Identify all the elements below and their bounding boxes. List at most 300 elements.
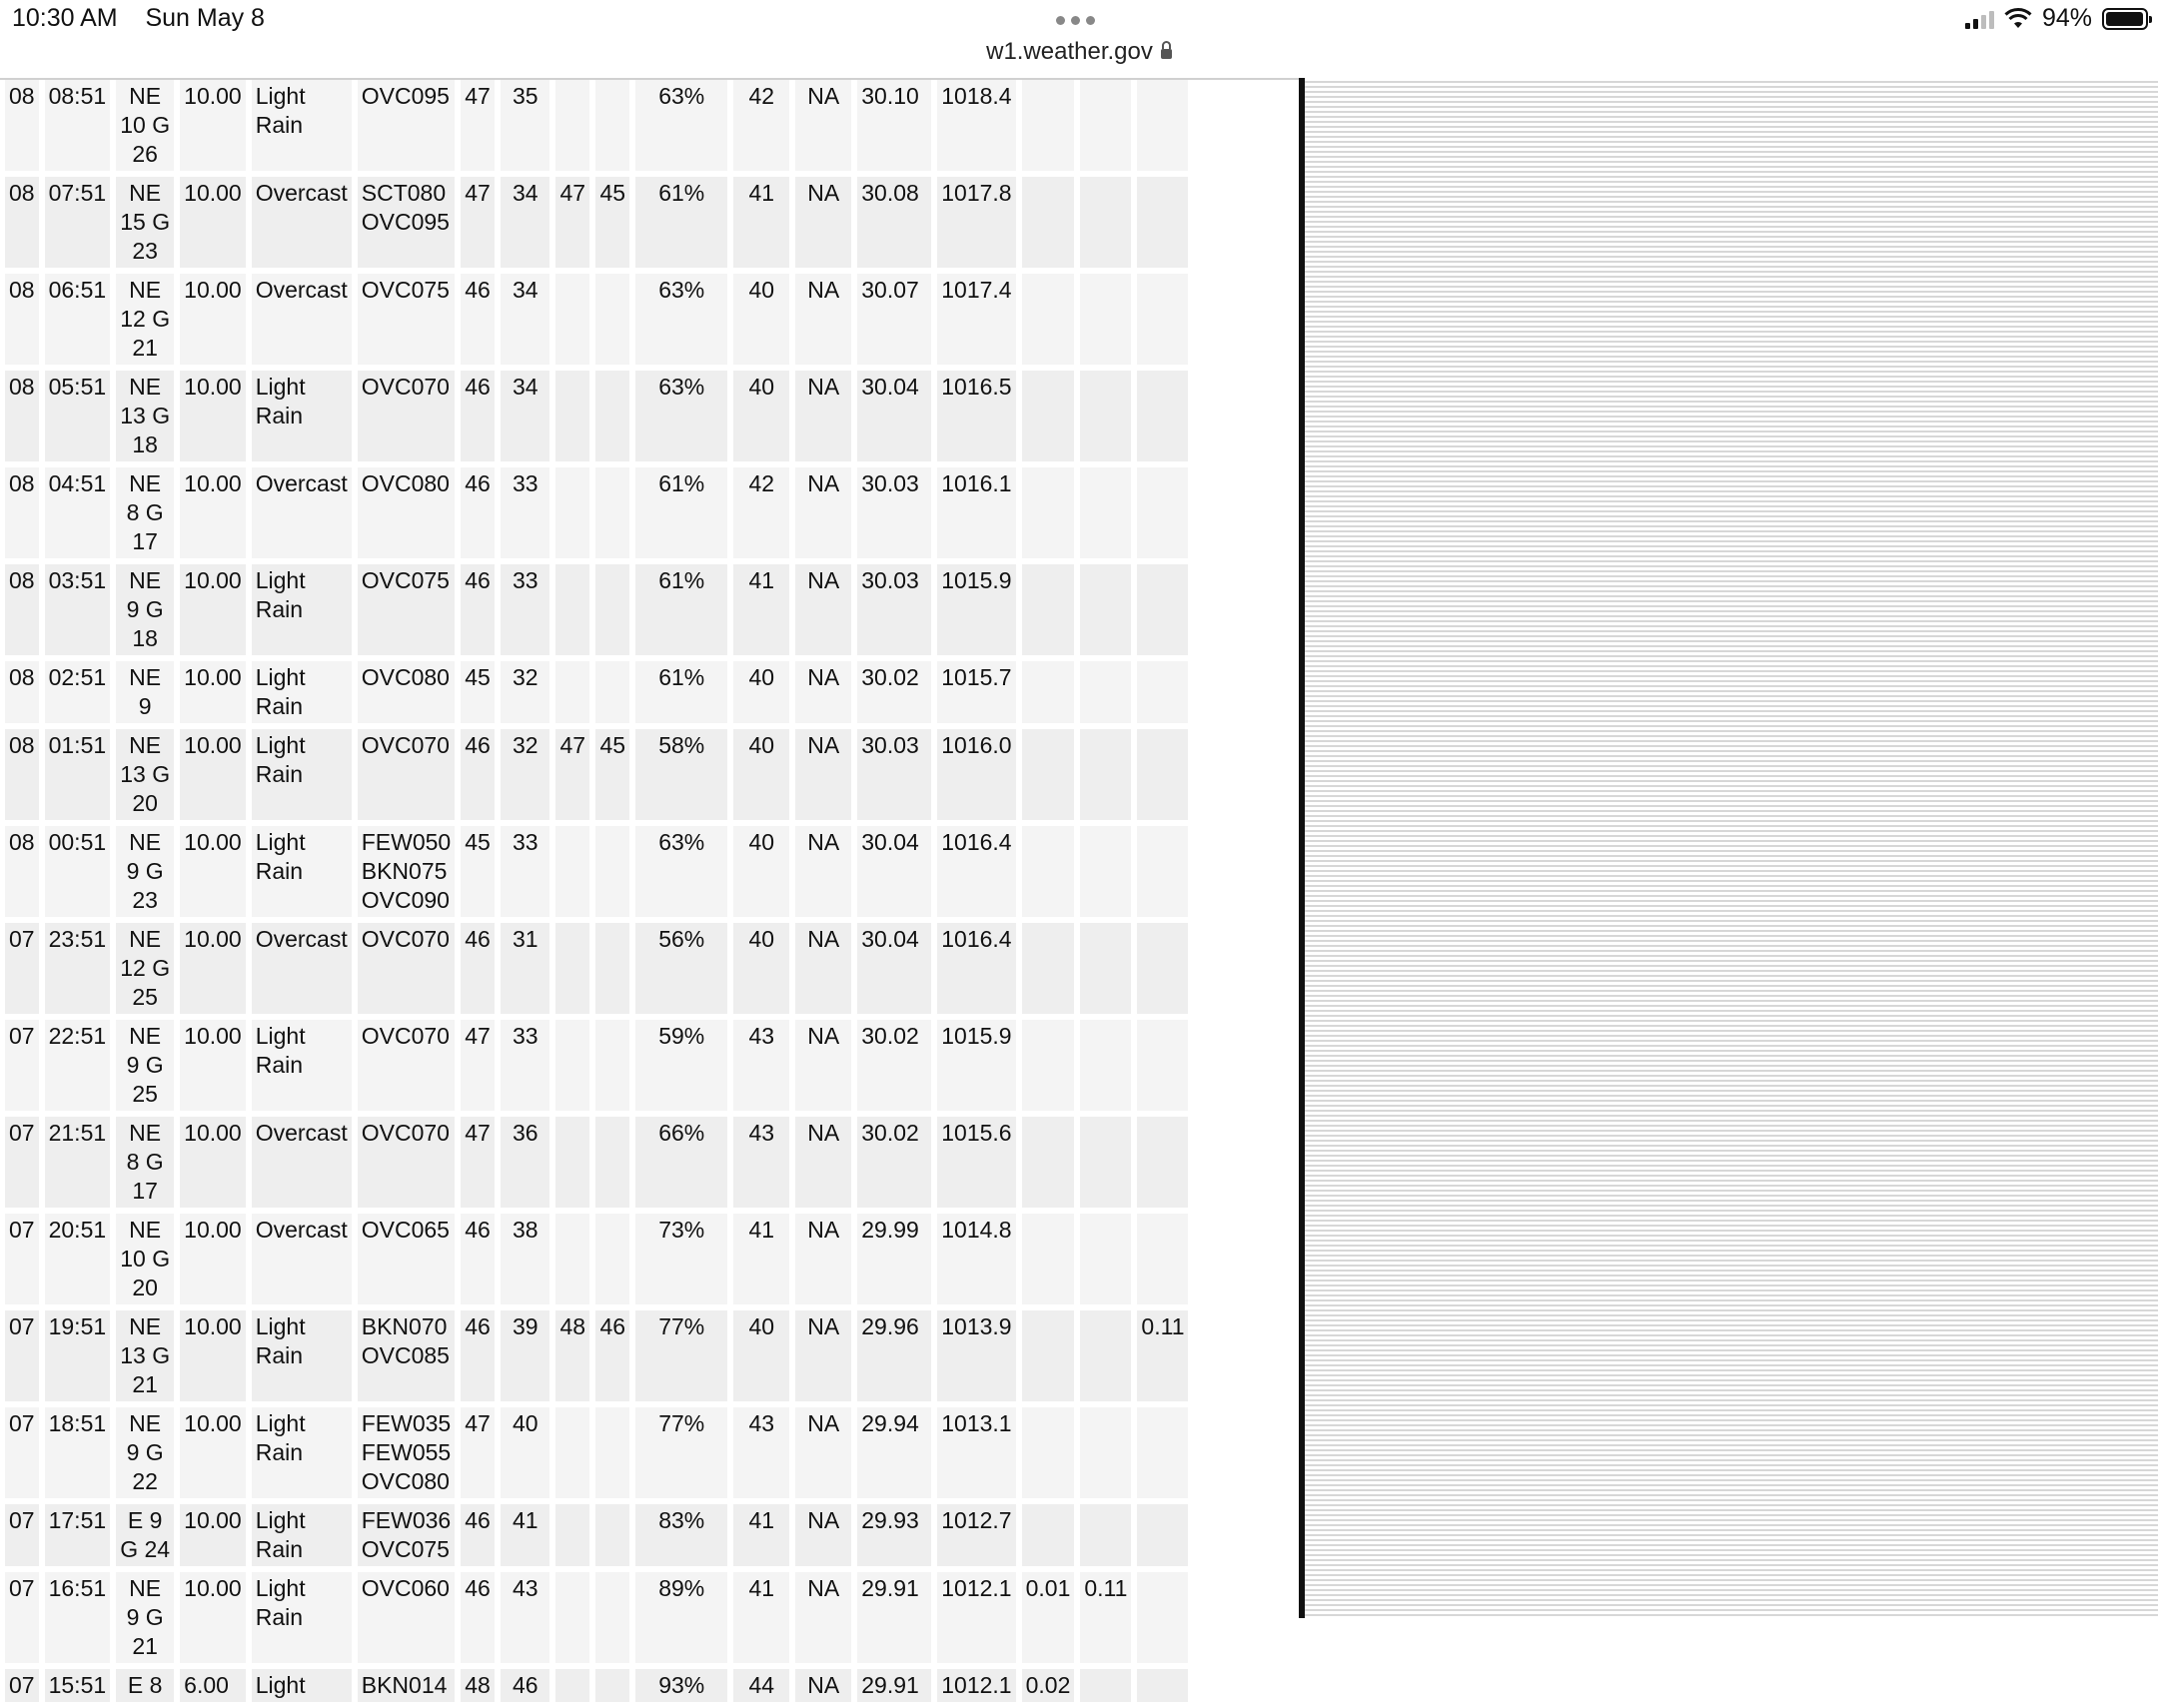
table-cell: 1015.9 xyxy=(937,564,1015,655)
table-cell xyxy=(1022,1020,1075,1111)
table-cell: Light Rain xyxy=(252,371,352,461)
table-cell xyxy=(1080,1669,1131,1702)
table-cell: 10.00 xyxy=(180,1117,246,1208)
table-cell xyxy=(555,80,589,171)
table-cell: NE 8 G 17 xyxy=(116,467,174,558)
table-cell: 20:51 xyxy=(45,1214,111,1304)
table-cell: 63% xyxy=(635,826,727,917)
lock-icon xyxy=(1161,49,1172,59)
table-cell: 17:51 xyxy=(45,1504,111,1566)
table-cell: 08 xyxy=(5,826,39,917)
table-cell: 1016.4 xyxy=(937,826,1015,917)
table-cell: 1018.4 xyxy=(937,80,1015,171)
url-text[interactable]: w1.weather.gov xyxy=(986,38,1153,65)
table-cell: 40 xyxy=(733,1310,789,1401)
table-cell: 1012.1 xyxy=(937,1669,1015,1702)
cellular-signal-icon xyxy=(1965,9,1994,29)
table-row xyxy=(5,1504,1188,1566)
table-row xyxy=(5,729,1188,820)
table-cell: 61% xyxy=(635,661,727,723)
table-cell: FEW035 FEW055 OVC080 xyxy=(358,1407,455,1498)
table-cell: 29.96 xyxy=(857,1310,931,1401)
table-cell xyxy=(1137,371,1188,461)
table-cell xyxy=(1137,1504,1188,1566)
table-cell: 66% xyxy=(635,1117,727,1208)
table-cell: 1016.4 xyxy=(937,923,1015,1014)
table-cell: Light Rain xyxy=(252,1407,352,1498)
table-cell xyxy=(595,1669,629,1702)
table-cell: 02:51 xyxy=(45,661,111,723)
table-cell: FEW050 BKN075 OVC090 xyxy=(358,826,455,917)
table-row xyxy=(5,177,1188,268)
table-cell: 73% xyxy=(635,1214,727,1304)
table-cell: 47 xyxy=(461,80,495,171)
table-cell: 30.02 xyxy=(857,661,931,723)
table-cell: Overcast xyxy=(252,467,352,558)
table-cell: 41 xyxy=(733,177,789,268)
table-cell: 32 xyxy=(501,729,549,820)
table-cell: 40 xyxy=(733,371,789,461)
table-cell: NA xyxy=(795,729,851,820)
table-cell: 77% xyxy=(635,1407,727,1498)
table-cell: 40 xyxy=(501,1407,549,1498)
table-cell: 40 xyxy=(733,729,789,820)
table-row xyxy=(5,1310,1188,1401)
table-cell: 07 xyxy=(5,1214,39,1304)
table-row xyxy=(5,467,1188,558)
table-cell xyxy=(1137,1214,1188,1304)
table-cell: 41 xyxy=(733,1504,789,1566)
table-cell: 1015.9 xyxy=(937,1020,1015,1111)
table-cell: 45 xyxy=(461,826,495,917)
table-cell: 46 xyxy=(461,564,495,655)
table-cell: Light Rain xyxy=(252,1572,352,1663)
table-cell xyxy=(1022,1504,1075,1566)
table-cell: 1017.8 xyxy=(937,177,1015,268)
table-cell: 44 xyxy=(733,1669,789,1702)
table-cell xyxy=(1080,1310,1131,1401)
clock: 10:30 AM xyxy=(12,4,118,32)
table-cell: NA xyxy=(795,1214,851,1304)
table-cell: NA xyxy=(795,1407,851,1498)
table-cell: 30.10 xyxy=(857,80,931,171)
table-cell xyxy=(555,274,589,365)
table-cell: 43 xyxy=(733,1020,789,1111)
table-cell: 08 xyxy=(5,274,39,365)
table-cell: 46 xyxy=(461,1214,495,1304)
table-cell: NE 9 xyxy=(116,661,174,723)
table-cell: 1013.1 xyxy=(937,1407,1015,1498)
table-row xyxy=(5,1117,1188,1208)
table-cell xyxy=(555,826,589,917)
table-cell: 47 xyxy=(461,1407,495,1498)
table-cell: OVC070 xyxy=(358,729,455,820)
table-cell: 1012.1 xyxy=(937,1572,1015,1663)
table-cell: OVC065 xyxy=(358,1214,455,1304)
table-cell xyxy=(595,1504,629,1566)
table-cell: 31 xyxy=(501,923,549,1014)
table-cell: 30.08 xyxy=(857,177,931,268)
table-cell xyxy=(555,1669,589,1702)
table-cell: 18:51 xyxy=(45,1407,111,1498)
table-cell: 58% xyxy=(635,729,727,820)
table-cell: Light Rain xyxy=(252,826,352,917)
table-cell: Light Rain xyxy=(252,1020,352,1111)
table-cell: E 8 xyxy=(116,1669,174,1702)
table-cell: 10.00 xyxy=(180,467,246,558)
table-cell: 33 xyxy=(501,1020,549,1111)
table-cell: NA xyxy=(795,1669,851,1702)
table-cell xyxy=(1137,80,1188,171)
table-cell: 46 xyxy=(501,1669,549,1702)
table-cell: 10.00 xyxy=(180,1504,246,1566)
table-cell: NE 9 G 25 xyxy=(116,1020,174,1111)
multitasking-dots-icon[interactable] xyxy=(1056,16,1095,25)
table-cell: 43 xyxy=(733,1407,789,1498)
battery-percent: 94% xyxy=(2041,4,2092,32)
empty-pane xyxy=(1305,78,2158,1618)
table-cell: Light Rain xyxy=(252,729,352,820)
table-cell: 10.00 xyxy=(180,1310,246,1401)
table-cell xyxy=(1080,826,1131,917)
table-cell: 33 xyxy=(501,467,549,558)
table-cell xyxy=(1022,467,1075,558)
table-cell: Light Rain xyxy=(252,1504,352,1566)
table-cell: 21:51 xyxy=(45,1117,111,1208)
table-cell: NE 8 G 17 xyxy=(116,1117,174,1208)
table-cell: Overcast xyxy=(252,1214,352,1304)
table-cell: 30.07 xyxy=(857,274,931,365)
table-cell: 07 xyxy=(5,923,39,1014)
table-cell: 46 xyxy=(461,1504,495,1566)
table-cell: 38 xyxy=(501,1214,549,1304)
table-cell: 40 xyxy=(733,826,789,917)
table-cell: NA xyxy=(795,1117,851,1208)
table-cell: 56% xyxy=(635,923,727,1014)
table-cell: Overcast xyxy=(252,1117,352,1208)
observations-table xyxy=(0,74,1194,1708)
table-cell: OVC075 xyxy=(358,274,455,365)
table-cell xyxy=(1137,729,1188,820)
table-cell: 10.00 xyxy=(180,1407,246,1498)
table-cell: 1016.5 xyxy=(937,371,1015,461)
table-cell: 63% xyxy=(635,80,727,171)
table-cell: 29.93 xyxy=(857,1504,931,1566)
table-cell xyxy=(555,467,589,558)
table-cell xyxy=(1080,729,1131,820)
table-cell: 29.99 xyxy=(857,1214,931,1304)
table-cell xyxy=(595,80,629,171)
table-cell: 23:51 xyxy=(45,923,111,1014)
table-cell xyxy=(1080,274,1131,365)
table-cell: 30.02 xyxy=(857,1020,931,1111)
table-cell xyxy=(1080,564,1131,655)
table-cell: 61% xyxy=(635,564,727,655)
table-cell: 30.04 xyxy=(857,923,931,1014)
table-cell: 0.11 xyxy=(1080,1572,1131,1663)
table-cell: 07 xyxy=(5,1020,39,1111)
table-cell xyxy=(1137,177,1188,268)
table-cell: 1017.4 xyxy=(937,274,1015,365)
table-cell: 08 xyxy=(5,177,39,268)
table-cell: 07 xyxy=(5,1310,39,1401)
table-cell: 89% xyxy=(635,1572,727,1663)
table-cell xyxy=(1137,1117,1188,1208)
table-cell: 07 xyxy=(5,1117,39,1208)
table-cell xyxy=(555,1504,589,1566)
table-cell xyxy=(1022,80,1075,171)
table-cell: 46 xyxy=(461,467,495,558)
table-cell xyxy=(555,1117,589,1208)
table-cell xyxy=(1022,729,1075,820)
table-cell xyxy=(595,371,629,461)
table-cell: OVC060 xyxy=(358,1572,455,1663)
table-cell xyxy=(1080,467,1131,558)
table-cell: 30.04 xyxy=(857,371,931,461)
table-cell: 42 xyxy=(733,467,789,558)
table-cell: 10.00 xyxy=(180,923,246,1014)
table-cell: 08 xyxy=(5,371,39,461)
table-cell: Overcast xyxy=(252,274,352,365)
table-cell: NE 9 G 21 xyxy=(116,1572,174,1663)
status-bar xyxy=(0,0,2158,38)
table-row xyxy=(5,564,1188,655)
table-cell: 47 xyxy=(461,177,495,268)
table-cell: 40 xyxy=(733,274,789,365)
table-cell: OVC080 xyxy=(358,661,455,723)
page-content[interactable] xyxy=(0,80,1301,1698)
table-cell: OVC070 xyxy=(358,1117,455,1208)
table-cell xyxy=(1022,371,1075,461)
table-cell: 77% xyxy=(635,1310,727,1401)
table-cell: 10.00 xyxy=(180,177,246,268)
table-cell: NE 15 G 23 xyxy=(116,177,174,268)
table-row xyxy=(5,1407,1188,1498)
table-cell xyxy=(595,923,629,1014)
table-cell: Light Rain xyxy=(252,80,352,171)
table-row xyxy=(5,1669,1188,1702)
table-row xyxy=(5,1572,1188,1663)
table-cell xyxy=(1022,564,1075,655)
table-cell xyxy=(1080,1504,1131,1566)
table-cell: 1013.9 xyxy=(937,1310,1015,1401)
table-row xyxy=(5,80,1188,171)
table-cell: 07 xyxy=(5,1407,39,1498)
table-cell: NA xyxy=(795,1504,851,1566)
table-cell: 47 xyxy=(461,1117,495,1208)
table-cell: NE 12 G 25 xyxy=(116,923,174,1014)
table-cell xyxy=(555,371,589,461)
table-cell: NA xyxy=(795,371,851,461)
table-cell: BKN014 xyxy=(358,1669,455,1702)
table-cell: 47 xyxy=(461,1020,495,1111)
table-cell: 10.00 xyxy=(180,1572,246,1663)
table-cell: 19:51 xyxy=(45,1310,111,1401)
table-cell: NE 10 G 26 xyxy=(116,80,174,171)
table-cell: 1015.6 xyxy=(937,1117,1015,1208)
table-cell xyxy=(1022,1407,1075,1498)
table-cell: 30.03 xyxy=(857,729,931,820)
table-cell xyxy=(595,1117,629,1208)
table-cell: 10.00 xyxy=(180,274,246,365)
table-cell: 45 xyxy=(595,177,629,268)
table-cell: NA xyxy=(795,564,851,655)
table-cell: 45 xyxy=(595,729,629,820)
table-cell: 10.00 xyxy=(180,729,246,820)
table-cell xyxy=(1022,274,1075,365)
table-cell: 07 xyxy=(5,1669,39,1702)
status-indicators xyxy=(1965,4,2148,33)
table-cell: 40 xyxy=(733,923,789,1014)
table-cell: 01:51 xyxy=(45,729,111,820)
table-row xyxy=(5,661,1188,723)
table-cell: 05:51 xyxy=(45,371,111,461)
table-cell xyxy=(1022,1117,1075,1208)
table-cell: NA xyxy=(795,923,851,1014)
table-cell: 63% xyxy=(635,274,727,365)
table-cell: 10.00 xyxy=(180,80,246,171)
table-cell: 15:51 xyxy=(45,1669,111,1702)
table-row xyxy=(5,371,1188,461)
table-cell: 46 xyxy=(461,1310,495,1401)
table-cell: 29.94 xyxy=(857,1407,931,1498)
table-cell: 10.00 xyxy=(180,371,246,461)
table-cell xyxy=(595,274,629,365)
table-row xyxy=(5,1214,1188,1304)
table-cell: 16:51 xyxy=(45,1572,111,1663)
table-cell: 41 xyxy=(733,1214,789,1304)
table-cell: 48 xyxy=(555,1310,589,1401)
table-cell: OVC070 xyxy=(358,923,455,1014)
table-cell: NE 9 G 22 xyxy=(116,1407,174,1498)
table-cell xyxy=(1080,661,1131,723)
table-cell: OVC095 xyxy=(358,80,455,171)
table-cell: OVC070 xyxy=(358,371,455,461)
table-cell: 46 xyxy=(461,1572,495,1663)
wifi-icon xyxy=(2004,8,2032,30)
table-cell: 42 xyxy=(733,80,789,171)
date: Sun May 8 xyxy=(145,4,265,32)
table-cell: 93% xyxy=(635,1669,727,1702)
table-cell: 10.00 xyxy=(180,661,246,723)
table-cell xyxy=(1137,274,1188,365)
table-cell: NE 9 G 18 xyxy=(116,564,174,655)
table-cell xyxy=(1137,923,1188,1014)
table-cell: Light Rain xyxy=(252,564,352,655)
table-cell xyxy=(1022,177,1075,268)
table-cell: 00:51 xyxy=(45,826,111,917)
table-cell xyxy=(595,1572,629,1663)
table-cell: 08 xyxy=(5,661,39,723)
table-cell: Overcast xyxy=(252,923,352,1014)
table-cell xyxy=(1080,371,1131,461)
table-cell xyxy=(1080,1020,1131,1111)
table-cell: 32 xyxy=(501,661,549,723)
table-cell xyxy=(1080,177,1131,268)
table-cell xyxy=(1022,661,1075,723)
table-row xyxy=(5,923,1188,1014)
table-cell xyxy=(555,1020,589,1111)
table-cell: 59% xyxy=(635,1020,727,1111)
table-cell: 30.04 xyxy=(857,826,931,917)
address-bar[interactable] xyxy=(0,38,2158,78)
table-cell: NE 13 G 21 xyxy=(116,1310,174,1401)
table-cell: 07:51 xyxy=(45,177,111,268)
table-cell: 46 xyxy=(461,274,495,365)
table-cell xyxy=(595,1020,629,1111)
table-row xyxy=(5,826,1188,917)
table-row xyxy=(5,1020,1188,1111)
table-cell xyxy=(1137,1407,1188,1498)
table-cell: NE 10 G 20 xyxy=(116,1214,174,1304)
table-cell: 1015.7 xyxy=(937,661,1015,723)
table-cell: 34 xyxy=(501,371,549,461)
table-cell: 61% xyxy=(635,467,727,558)
table-cell: 34 xyxy=(501,177,549,268)
table-cell xyxy=(1080,1407,1131,1498)
table-cell xyxy=(1022,923,1075,1014)
table-cell xyxy=(1080,80,1131,171)
table-cell: 33 xyxy=(501,826,549,917)
table-cell xyxy=(1137,1669,1188,1702)
table-cell: 29.91 xyxy=(857,1572,931,1663)
table-cell: 45 xyxy=(461,661,495,723)
table-cell xyxy=(1080,923,1131,1014)
table-cell: SCT080 OVC095 xyxy=(358,177,455,268)
table-cell: FEW036 OVC075 xyxy=(358,1504,455,1566)
table-cell: 1016.1 xyxy=(937,467,1015,558)
table-cell: 10.00 xyxy=(180,564,246,655)
table-cell xyxy=(595,564,629,655)
table-cell: 03:51 xyxy=(45,564,111,655)
table-cell: 34 xyxy=(501,274,549,365)
table-cell: 08 xyxy=(5,467,39,558)
table-cell: NA xyxy=(795,467,851,558)
table-cell xyxy=(555,661,589,723)
table-cell xyxy=(1080,1214,1131,1304)
table-cell: 08:51 xyxy=(45,80,111,171)
table-cell xyxy=(555,923,589,1014)
table-cell: 46 xyxy=(461,729,495,820)
status-time xyxy=(12,4,265,33)
table-cell: 48 xyxy=(461,1669,495,1702)
table-cell: NA xyxy=(795,1572,851,1663)
table-cell xyxy=(595,1214,629,1304)
table-cell xyxy=(1022,1214,1075,1304)
table-cell xyxy=(1137,1572,1188,1663)
table-cell xyxy=(1137,826,1188,917)
table-cell: 08 xyxy=(5,729,39,820)
table-cell: 06:51 xyxy=(45,274,111,365)
table-cell: 07 xyxy=(5,1504,39,1566)
table-cell: 41 xyxy=(733,564,789,655)
table-cell: BKN070 OVC085 xyxy=(358,1310,455,1401)
table-cell: 1014.8 xyxy=(937,1214,1015,1304)
table-cell: 46 xyxy=(595,1310,629,1401)
table-cell: 63% xyxy=(635,371,727,461)
table-cell: NA xyxy=(795,80,851,171)
table-cell: NA xyxy=(795,661,851,723)
table-cell: NA xyxy=(795,274,851,365)
table-cell xyxy=(555,1572,589,1663)
table-cell: 0.01 xyxy=(1022,1572,1075,1663)
table-cell xyxy=(555,564,589,655)
table-cell: 6.00 xyxy=(180,1669,246,1702)
table-cell: 30.03 xyxy=(857,564,931,655)
table-cell: NE 9 G 23 xyxy=(116,826,174,917)
table-cell: NA xyxy=(795,1310,851,1401)
table-cell xyxy=(1080,1117,1131,1208)
